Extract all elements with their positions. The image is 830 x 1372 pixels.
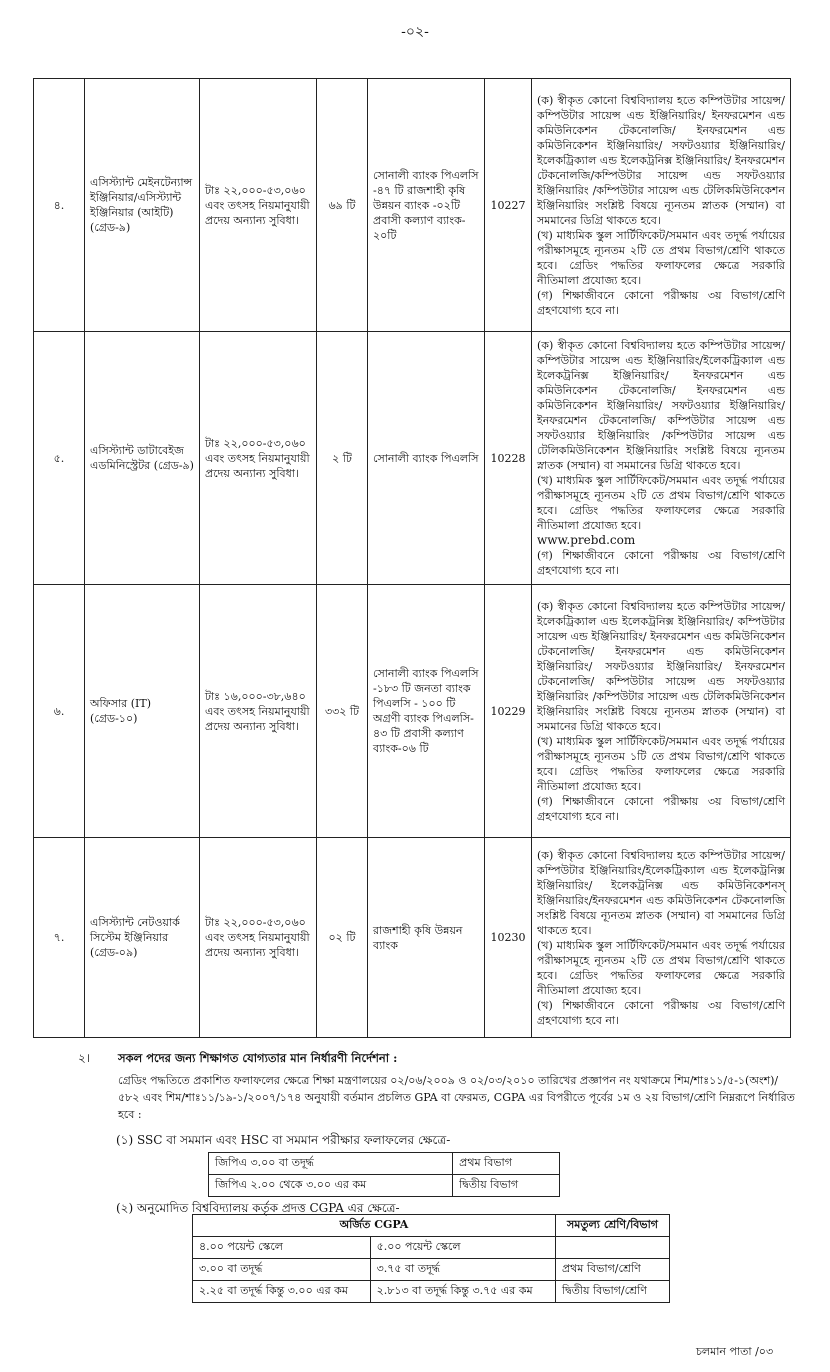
serial-cell: ৫. [34, 332, 85, 585]
qualification-item: (খ) মাধ্যমিক স্কুল সার্টিফিকেট/সমমান এবং তদূর্দ্ধ পর্যায়ের পরীক্ষাসমূহে ন্যূনতম ২টি তে প্রথম বিভাগ/শ্রেণি থাকতে হবে। গ্রেডিং পদ্ধতির ফলাফলের ক্ষেত্রে সরকারি নীতিমালা প্রযোজ্য হবে। [537, 474, 785, 532]
table-row [34, 79, 791, 332]
section-title: সকল পদের জন্য শিক্ষাগত যোগ্যতার মান নির্ধারণী নির্দেশনা : [118, 1051, 398, 1065]
qualification-item: (খ) শিক্ষাজীবনে কোনো পরীক্ষায় ৩য় বিভাগ/শ্রেণি গ্রহণযোগ্য হবে না। [537, 998, 785, 1027]
gpa-table [208, 1152, 560, 1197]
serial-cell: ৬. [34, 585, 85, 838]
table-cell: প্রথম বিভাগ [453, 1153, 560, 1175]
qualification-item: (খ) মাধ্যমিক স্কুল সার্টিফিকেট/সমমান এবং তদূর্দ্ধ পর্যায়ের পরীক্ষাসমূহে ন্যূনতম ২টি তে প্রথম বিভাগ/শ্রেণি থাকতে হবে। গ্রেডিং পদ্ধতির ফলাফলের ক্ষেত্রে সরকারি নীতিমালা প্রযোজ্য হবে। [537, 938, 785, 997]
post-name-cell: এসিস্ট্যান্ট মেইনটেন্যান্স ইঞ্জিনিয়ার/এসিস্ট্যান্ট ইঞ্জিনিয়ার (আইটি) (গ্রেড-৯) [85, 79, 200, 332]
watermark-text: www.prebd.com [537, 533, 636, 547]
table-row [34, 838, 791, 1038]
table-header-cell: অর্জিত CGPA [193, 1215, 556, 1237]
post-name-cell: এসিস্ট্যান্ট ডাটাবেইজ এডমিনিস্ট্রেটর (গ্রেড-৯) [85, 332, 200, 585]
qualification-item: (গ) শিক্ষাজীবনে কোনো পরীক্ষায় ৩য় বিভাগ/শ্রেণি গ্রহণযোগ্য হবে না। [537, 794, 785, 823]
qualification-item: (ক) স্বীকৃত কোনো বিশ্ববিদ্যালয় হতে কম্পিউটার সায়েন্স/ইলেকট্রিক্যাল এন্ড ইলেকট্রনিক্স ইঞ্জিনিয়ারিং/ কম্পিউটার সায়েন্স এন্ড ইঞ্জিনিয়ারিং/ ইনফরমেশন এন্ড কমিউনিকেশন টেকনোলজি/ ইনফরমেশন এন্ড কমিউনিকেশন ইঞ্জিনিয়ারিং/ সফটওয়্যার ইঞ্জিনিয়ারিং/ ইনফরমেশন টেকনোলজি/ কম্পিউটার সায়েন্স এন্ড সফটওয়্যার ইঞ্জিনিয়ারিং /কম্পিউটার সায়েন্স এন্ড টেলিকমিউনিকেশন ইঞ্জিনিয়ারিং সংশ্লিষ্ট বিষয়ে ন্যূনতম স্নাতক (সম্মান) বা সমমানের ডিগ্রি থাকতে হবে। [537, 599, 785, 733]
vacancy-cell: ০২ টি [317, 838, 368, 1038]
serial-cell: ৭. [34, 838, 85, 1038]
cgpa-label: (২) অনুমোদিত বিশ্ববিদ্যালয় কর্তৃক প্রদত্ত CGPA এর ক্ষেত্রে- [116, 1201, 400, 1215]
page-number: -০২- [401, 24, 429, 40]
post-code-cell: 10227 [485, 79, 532, 332]
posts-table [33, 78, 791, 1038]
table-row [34, 332, 791, 585]
post-code-cell: 10229 [485, 585, 532, 838]
vacancy-cell: ২ টি [317, 332, 368, 585]
table-cell: জিপিএ ৩.০০ বা তদূর্দ্ধ [209, 1153, 453, 1175]
table-row [209, 1153, 560, 1175]
table-row [34, 585, 791, 838]
post-code-cell: 10230 [485, 838, 532, 1038]
qualification-cell [532, 332, 791, 585]
distribution-cell: রাজশাহী কৃষি উন্নয়ন ব্যাংক [368, 838, 485, 1038]
table-cell: দ্বিতীয় বিভাগ [453, 1175, 560, 1197]
distribution-cell: সোনালী ব্যাংক পিএলসি -৪৭ টি রাজশাহী কৃষি উন্নয়ন ব্যাংক -০২টি প্রবাসী কল্যাণ ব্যাংক- ২০টি [368, 79, 485, 332]
table-row [193, 1259, 670, 1281]
table-cell: জিপিএ ২.০০ থেকে ৩.০০ এর কম [209, 1175, 453, 1197]
qualification-item: (ক) স্বীকৃত কোনো বিশ্ববিদ্যালয় হতে কম্পিউটার সায়েন্স/ কম্পিউটার সায়েন্স এন্ড ইঞ্জিনিয়ারিং/ ইনফরমেশন এন্ড কমিউনিকেশন টেকনোলজি/ ইনফরমেশন এন্ড কমিউনিকেশন ইঞ্জিনিয়ারিং/ সফটওয়্যার ইঞ্জিনিয়ারিং/ইলেকট্রিক্যাল এন্ড ইলেকট্রনিক্স ইঞ্জিনিয়ারিং/ ইনফরমেশন টেকনোলজি/কম্পিউটার সায়েন্স এন্ড সফটওয়্যার ইঞ্জিনিয়ারিং /কম্পিউটার সায়েন্স এন্ড টেলিকমিউনিকেশন ইঞ্জিনিয়ারিং সংশ্লিষ্ট বিষয়ে ন্যূনতম স্নাতক (সম্মান) বা সমমানের ডিগ্রি থাকতে হবে। [537, 93, 785, 227]
post-name-cell: অফিসার (IT) (গ্রেড-১০) [85, 585, 200, 838]
table-header-row [193, 1215, 670, 1237]
distribution-cell: সোনালী ব্যাংক পিএলসি [368, 332, 485, 585]
qualification-item: (ক) স্বীকৃত কোনো বিশ্ববিদ্যালয় হতে কম্পিউটার সায়েন্স/ কম্পিউটার সায়েন্স এন্ড ইঞ্জিনিয়ারিং/ইলেকট্রিক্যাল এন্ড ইলেকট্রনিক্স ইঞ্জিনিয়ারিং/ ইনফরমেশন এন্ড কমিউনিকেশন টেকনোলজি/ ইনফরমেশন এন্ড কমিউনিকেশন ইঞ্জিনিয়ারিং/ সফটওয়্যার ইঞ্জিনিয়ারিং/ ইনফরমেশন টেকনোলজি/ কম্পিউটার সায়েন্স এন্ড সফটওয়্যার ইঞ্জিনিয়ারিং /কম্পিউটার সায়েন্স এন্ড টেলিকমিউনিকেশন ইঞ্জিনিয়ারিং সংশ্লিষ্ট বিষয়ে ন্যূনতম স্নাতক (সম্মান) বা সমমানের ডিগ্রি থাকতে হবে। [537, 339, 785, 472]
pay-scale-cell: টাঃ ২২,০০০-৫৩,০৬০ এবং তৎসহ নিয়মানুযায়ী প্রদেয় অন্যান্য সুবিধা। [200, 79, 317, 332]
table-row [193, 1281, 670, 1303]
table-cell [555, 1237, 669, 1259]
table-cell: দ্বিতীয় বিভাগ/শ্রেণি [555, 1281, 669, 1303]
table-cell: ৩.০০ বা তদূর্দ্ধ [193, 1259, 371, 1281]
ssc-hsc-label: (১) SSC বা সমমান এবং HSC বা সমমান পরীক্ষার ফলাফলের ক্ষেত্রে- [116, 1133, 451, 1147]
qualification-item: (ক) স্বীকৃত কোনো বিশ্ববিদ্যালয় হতে কম্পিউটার সায়েন্স/ কম্পিউটার ইঞ্জিনিয়ারিং/ইলেকট্রিক্যাল এন্ড ইলেকট্রনিক্স ইঞ্জিনিয়ারিং/ ইলেকট্রনিক্স এন্ড কমিউনিকেশনস্ ইঞ্জিনিয়ারিং/ইনফরমেশন এন্ড কমিউনিকেশন টেকনোলজি সংশ্লিষ্ট বিষয়ে ন্যূনতম স্নাতক (সম্মান) বা সমমানের ডিগ্রি থাকতে হবে। [537, 848, 785, 937]
pay-scale-cell: টাঃ ২২,০০০-৫৩,০৬০ এবং তৎসহ নিয়মানুযায়ী প্রদেয় অন্যান্য সুবিধা। [200, 332, 317, 585]
post-name-cell: এসিস্ট্যান্ট নেটওয়ার্ক সিস্টেম ইঞ্জিনিয়ার (গ্রেড-০৯) [85, 838, 200, 1038]
vacancy-cell: ৬৯ টি [317, 79, 368, 332]
table-row [209, 1175, 560, 1197]
qualification-cell [532, 79, 791, 332]
post-code-cell: 10228 [485, 332, 532, 585]
table-row [193, 1237, 670, 1259]
qualification-item: (খ) মাধ্যমিক স্কুল সার্টিফিকেট/সমমান এবং তদূর্দ্ধ পর্যায়ের পরীক্ষাসমূহে ন্যূনতম ১টি তে প্রথম বিভাগ/শ্রেণি থাকতে হবে। গ্রেডিং পদ্ধতির ফলাফলের ক্ষেত্রে সরকারি নীতিমালা প্রযোজ্য হবে। [537, 734, 785, 793]
qualification-item: (গ) শিক্ষাজীবনে কোনো পরীক্ষায় ৩য় বিভাগ/শ্রেণি গ্রহণযোগ্য হবে না। [537, 288, 785, 317]
pay-scale-cell: টাঃ ২২,০০০-৫৩,০৬০ এবং তৎসহ নিয়মানুযায়ী প্রদেয় অন্যান্য সুবিধা। [200, 838, 317, 1038]
section-number: ২। [78, 1051, 91, 1065]
continuation-note: চলমান পাতা /০৩ [696, 1345, 774, 1358]
table-cell: ৫.০০ পয়েন্ট স্কেলে [370, 1237, 555, 1259]
cgpa-table [192, 1214, 670, 1303]
table-cell: ২.২৫ বা তদূর্দ্ধ কিন্তু ৩.০০ এর কম [193, 1281, 371, 1303]
table-cell: ৪.০০ পয়েন্ট স্কেলে [193, 1237, 371, 1259]
serial-cell: ৪. [34, 79, 85, 332]
section-paragraph: গ্রেডিং পদ্ধতিতে প্রকাশিত ফলাফলের ক্ষেত্রে শিক্ষা মন্ত্রণালয়ের ০২/০৬/২০০৯ ও ০২/০৩/২০১০ তারিখের প্রজ্ঞাপন নং যথাক্রমে শিম/শাঃ১১/৫-১(অংশ)/৫৮২ এবং শিম/শাঃ১১/১৯-১/২০০৭/১৭৪ অনুযায়ী বর্তমান প্রচলিত GPA বা ফেরমত, CGPA এর বিপরীতে পূর্বের ১ম ও ২য় বিভাগ/শ্রেণি নিম্নরূপে নির্ধারিত হবে : [118, 1074, 795, 1121]
table-header-cell: সমতুল্য শ্রেণি/বিভাগ [555, 1215, 669, 1237]
table-cell: ৩.৭৫ বা তদূর্দ্ধ [370, 1259, 555, 1281]
qualification-item: (খ) মাধ্যমিক স্কুল সার্টিফিকেট/সমমান এবং তদূর্দ্ধ পর্যায়ের পরীক্ষাসমূহে ন্যূনতম ২টি তে প্রথম বিভাগ/শ্রেণি থাকতে হবে। গ্রেডিং পদ্ধতির ফলাফলের ক্ষেত্রে সরকারি নীতিমালা প্রযোজ্য হবে। [537, 228, 785, 287]
vacancy-cell: ৩৩২ টি [317, 585, 368, 838]
table-cell: ২.৮১৩ বা তদূর্দ্ধ কিন্তু ৩.৭৫ এর কম [370, 1281, 555, 1303]
distribution-cell: সোনালী ব্যাংক পিএলসি -১৮৩ টি জনতা ব্যাংক পিএলসি - ১০০ টি অগ্রণী ব্যাংক পিএলসি- ৪৩ টি প্রবাসী কল্যাণ ব্যাংক-০৬ টি [368, 585, 485, 838]
qualification-item: (গ) শিক্ষাজীবনে কোনো পরীক্ষায় ৩য় বিভাগ/শ্রেণি গ্রহণযোগ্য হবে না। [537, 549, 785, 577]
pay-scale-cell: টাঃ ১৬,০০০-৩৮,৬৪০ এবং তৎসহ নিয়মানুযায়ী প্রদেয় অন্যান্য সুবিধা। [200, 585, 317, 838]
qualification-cell [532, 838, 791, 1038]
table-cell: প্রথম বিভাগ/শ্রেণি [555, 1259, 669, 1281]
qualification-cell [532, 585, 791, 838]
